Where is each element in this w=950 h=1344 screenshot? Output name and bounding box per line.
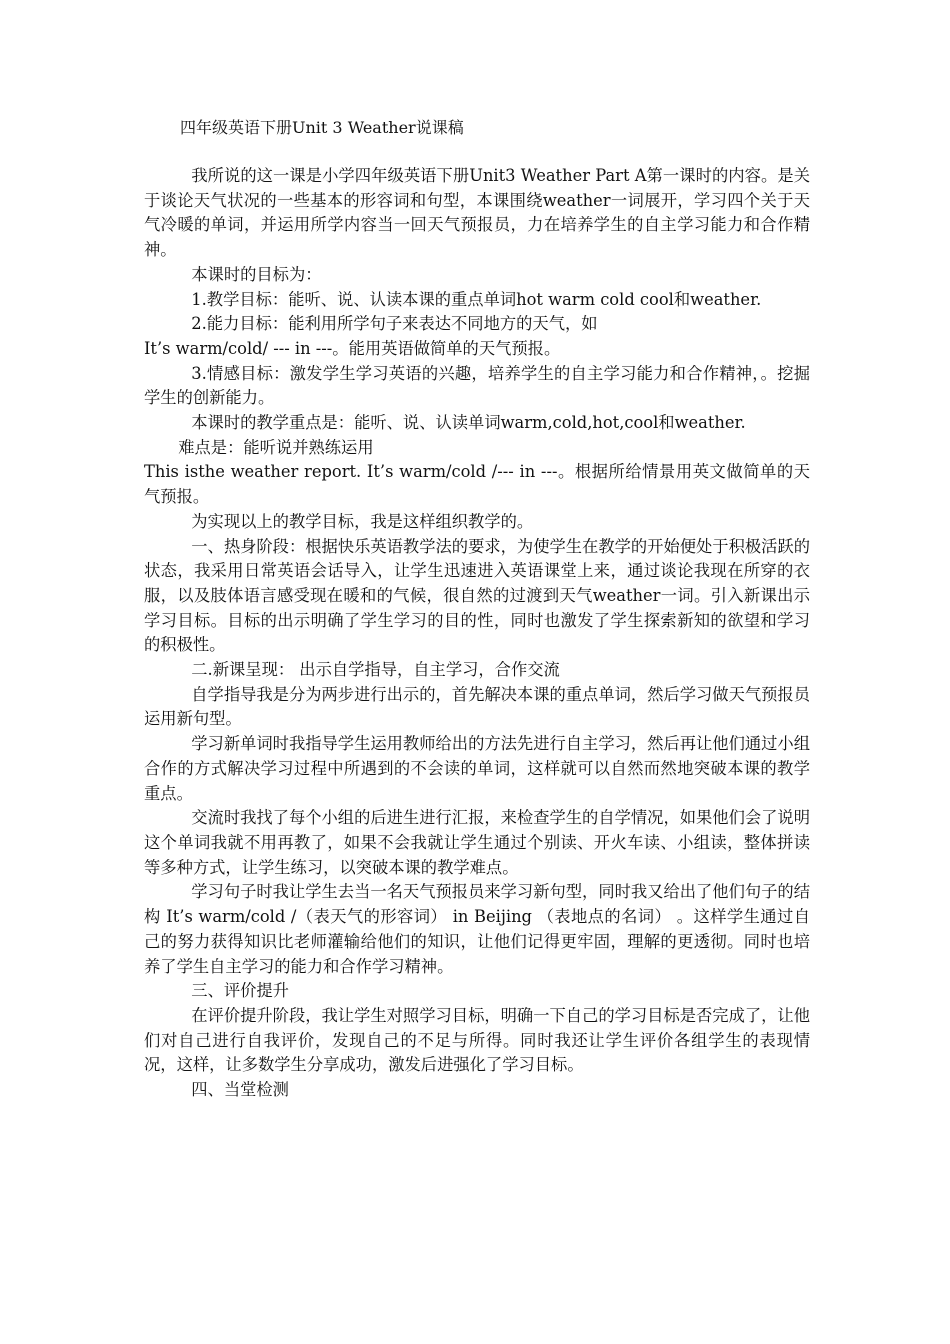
paragraph-new-words: 学习新单词时我指导学生运用教师给出的方法先进行自主学习，然后再让他们通过小组合作的方式解决学习过程中所遇到的不会读的单词，这样就可以自然而然地突破本课的教学重点。 [144,734,810,803]
paragraph-test-heading: 四、当堂检测 [191,1080,289,1100]
paragraph-difficulty: 难点是：能听说并熟练运用 [178,437,374,457]
document-page [144,112,810,1103]
paragraph-self-study-guide: 自学指导我是分为两步进行出示的，首先解决本课的重点单词，然后学习做天气预报员运用新句型。 [144,684,810,729]
paragraph-goals-heading: 本课时的目标为： [191,264,322,284]
paragraph-sentences: 学习句子时我让学生去当一名天气预报员来学习新句型，同时我又给出了他们句子的结构 It’s warm/cold /（表天气的形容词） in Beijing （表地点的名词） 。这样学生通过自己的努力获得知识比老师灌输给他们的知识，让他们记得更牢固，理解的更透彻。同时也培养了学生自主学习的能力和合作学习精神。 [144,882,810,976]
paragraph-exchange: 交流时我找了每个小组的后进生进行汇报，来检查学生的自学情况，如果他们会了说明这个单词我就不用再教了，如果不会我就让学生通过个别读、开火车读、小组读，整体拼读等多种方式，让学生练习，以突破本课的教学难点。 [144,808,810,877]
paragraph-teaching-goal: 1.教学目标：能听、说、认读本课的重点单词hot warm cold cool和weather. [191,289,762,309]
paragraph-warm-up: 一、热身阶段：根据快乐英语教学法的要求，为使学生在教学的开始便处于积极活跃的状态，我采用日常英语会话导入，让学生迅速进入英语课堂上来，通过谈论我现在所穿的衣服，以及肢体语言感受现在暖和的气候，很自然的过渡到天气weather一词。引入新课出示学习目标。目标的出示明确了学生学习的目的性，同时也激发了学生探索新知的欲望和学习的积极性。 [144,536,810,655]
paragraph-new-lesson-heading: 二.新课呈现： 出示自学指导，自主学习，合作交流 [191,660,560,680]
paragraph-ability-goal-sentence: It’s warm/cold/ --- in ---。能用英语做简单的天气预报。 [144,338,561,358]
paragraph-key-point: 本课时的教学重点是：能听、说、认读单词warm,cold,hot,cool和weather. [191,413,746,433]
paragraph-evaluation: 在评价提升阶段，我让学生对照学习目标，明确一下自己的学习目标是否完成了，让他们对自己进行自我评价，发现自己的不足与所得。同时我还让学生评价各组学生的表现情况，这样，让多数学生分享成功，激发后进强化了学习目标。 [144,1005,810,1075]
paragraph-ability-goal: 2.能力目标：能利用所学句子来表达不同地方的天气，如 [191,314,598,334]
paragraph-emotion-goal: 3.情感目标：激发学生学习英语的兴趣，培养学生的自主学习能力和合作精神，。挖掘学生的创新能力。 [144,363,810,408]
document-title: 四年级英语下册Unit 3 Weather说课稿 [180,118,464,137]
document-body [144,164,810,1103]
paragraph-evaluation-heading: 三、评价提升 [191,981,289,1001]
paragraph-intro: 我所说的这一课是小学四年级英语下册Unit3 Weather Part A第一课时的内容。是关于谈论天气状况的一些基本的形容词和句型，本课围绕weather一词展开，学习四个关于天气冷暖的单词，并运用所学内容当一回天气预报员，力在培养学生的自主学习能力和合作精神。 [144,166,810,260]
paragraph-organization: 为实现以上的教学目标，我是这样组织教学的。 [191,511,534,531]
paragraph-difficulty-sentence: This isthe weather report. It’s warm/cold /--- in ---。根据所给情景用英文做简单的天气预报。 [144,462,810,507]
